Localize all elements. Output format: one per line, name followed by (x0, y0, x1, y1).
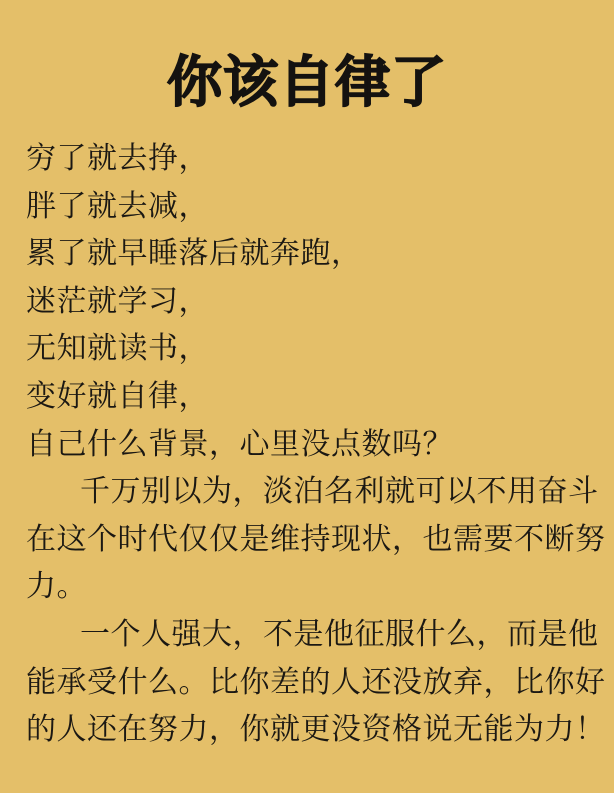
text-line: 在这个时代仅仅是维持现状，也需要不断努 (26, 522, 606, 556)
text-line: 累了就早睡落后就奔跑， (26, 237, 362, 271)
text-line: 千万别以为，淡泊名利就可以不用奋斗 (80, 475, 599, 509)
poster-body (26, 135, 606, 754)
text-line: 胖了就去减， (26, 189, 209, 223)
text-line: 能承受什么。比你差的人还没放弃，比你好 (26, 665, 606, 699)
text-line: 一个人强大，不是他征服什么，而是他 (80, 617, 599, 651)
text-line: 力。 (26, 570, 87, 604)
text-line: 的人还在努力，你就更没资格说无能为力！ (26, 713, 606, 747)
poster-title: 你该自律了 (166, 51, 447, 113)
text-line: 迷茫就学习， (26, 284, 209, 318)
text-line: 穷了就去挣， (26, 142, 209, 175)
text-line: 自己什么背景，心里没点数吗？ (26, 427, 453, 461)
text-line: 变好就自律， (26, 379, 209, 413)
text-line: 无知就读书， (26, 332, 209, 366)
